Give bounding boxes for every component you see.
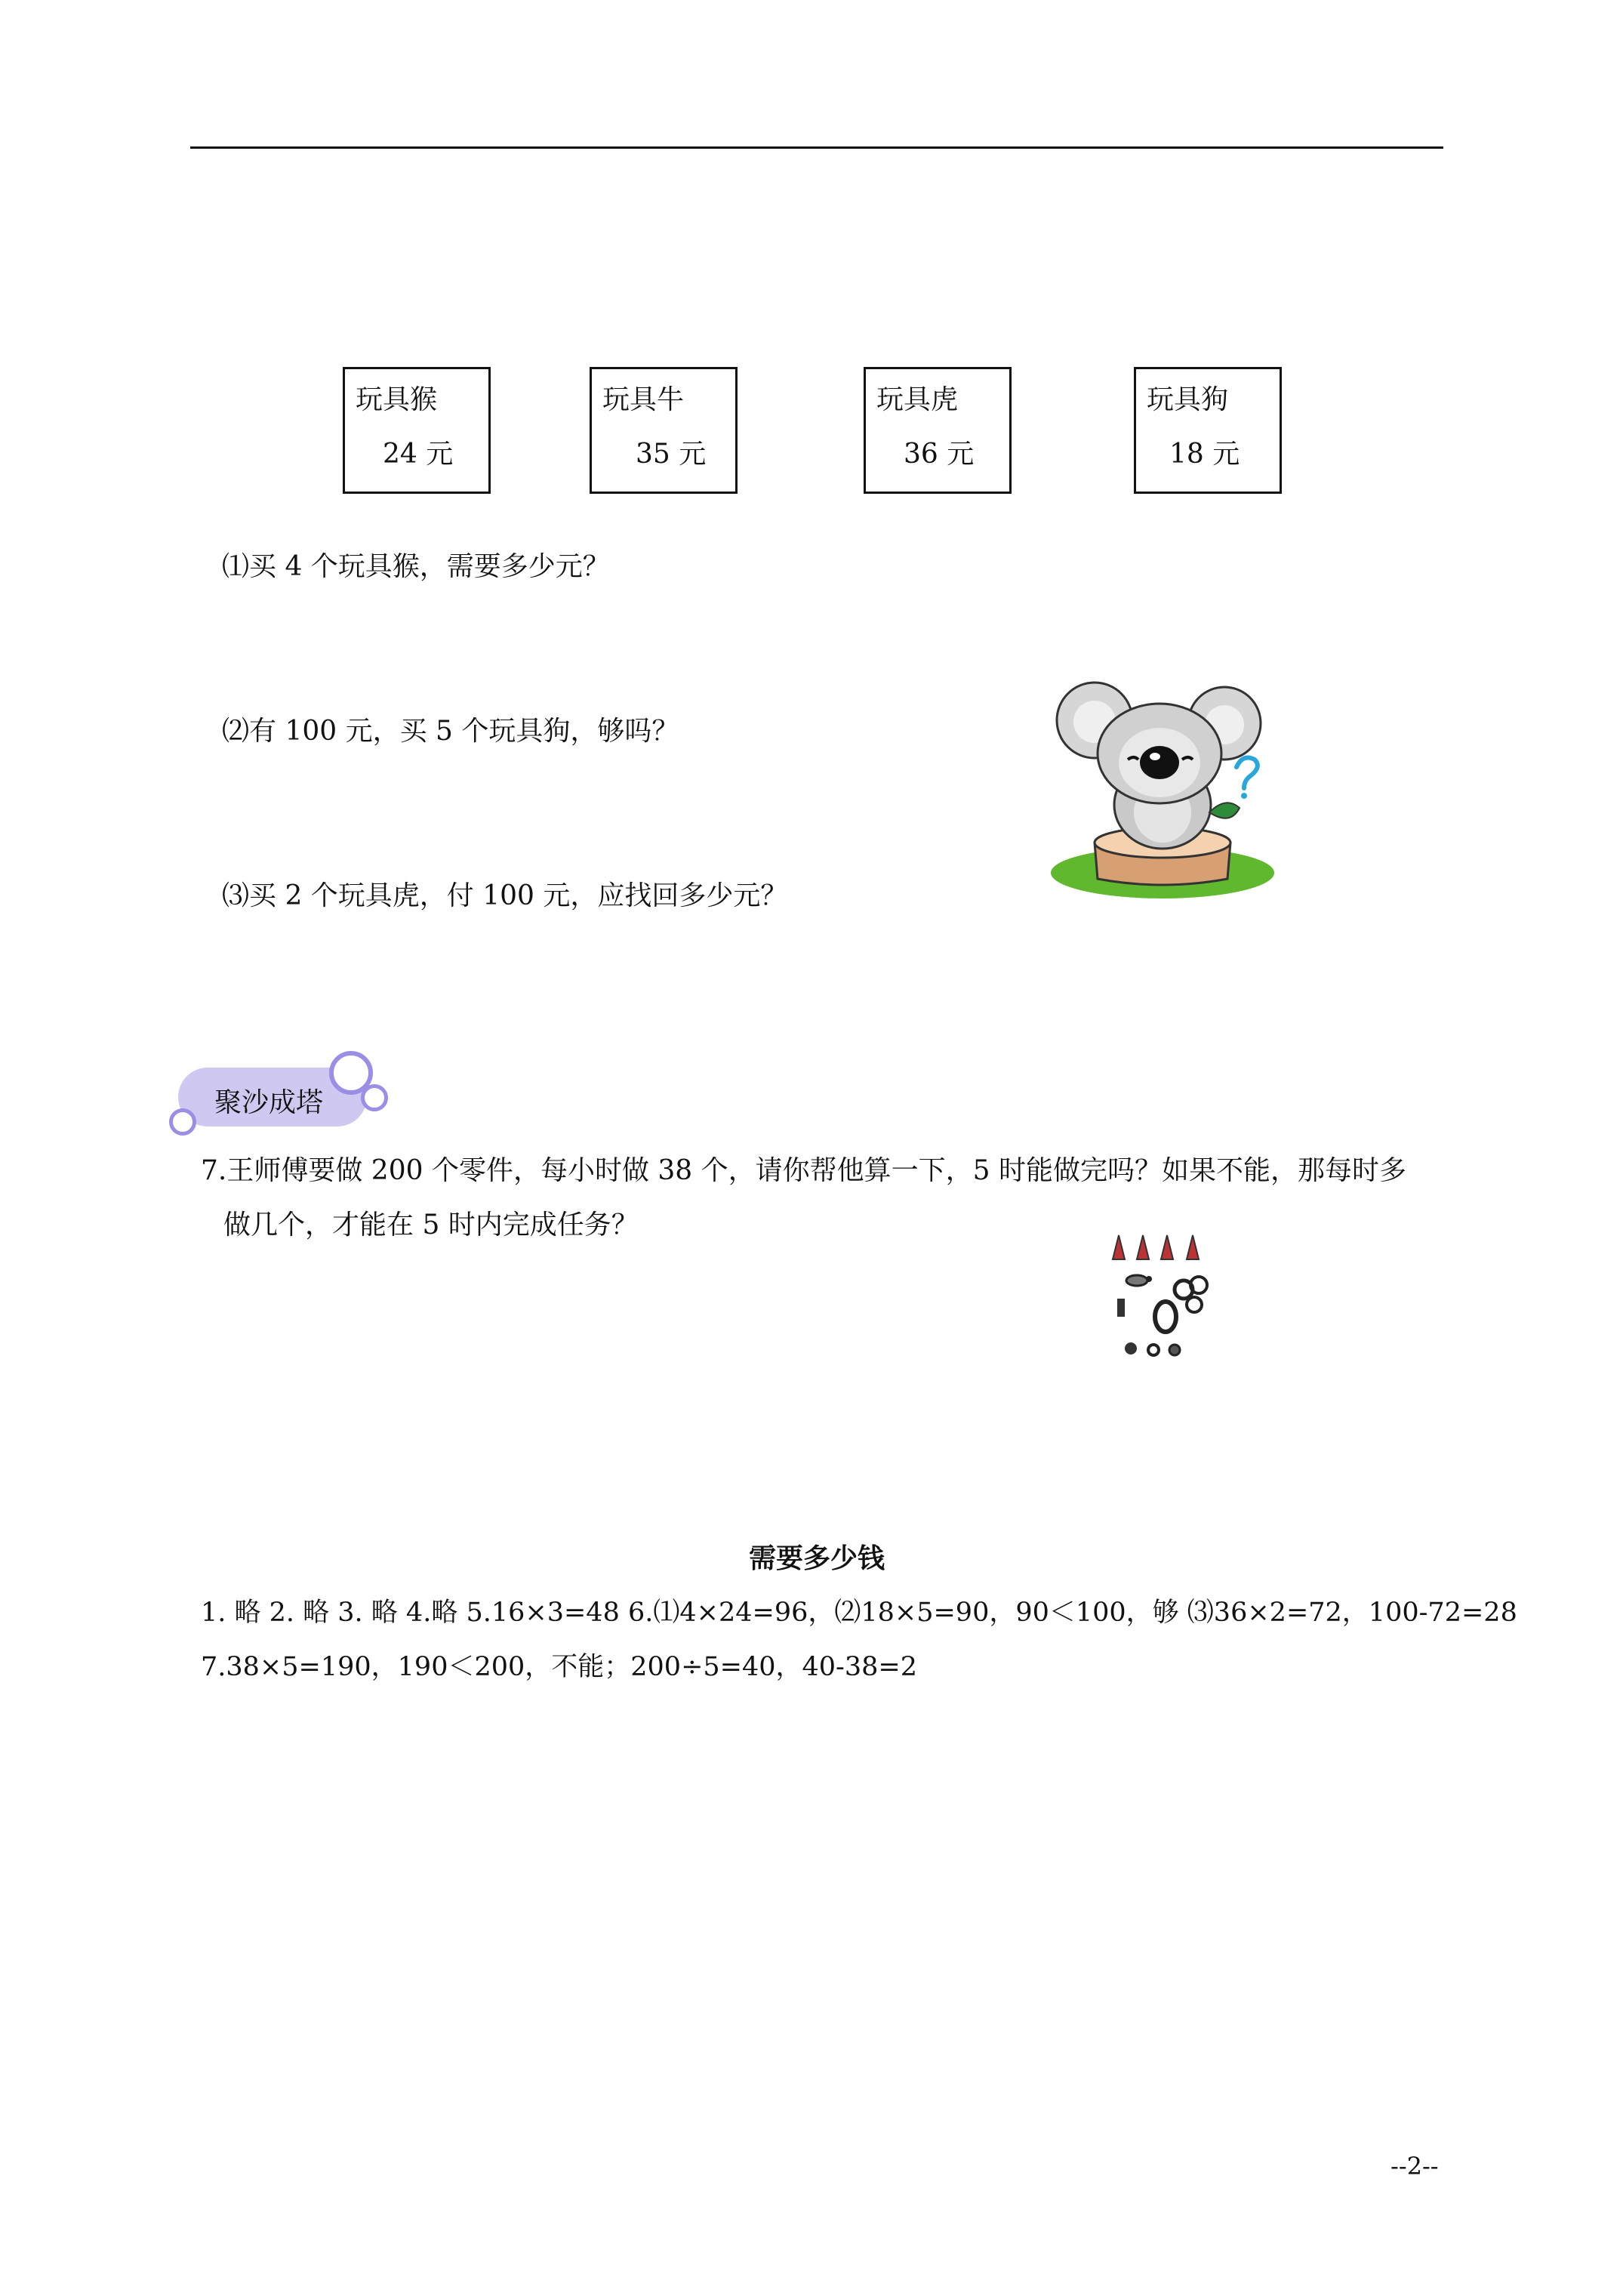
toy-name: 玩具狗 (1147, 384, 1229, 415)
question-2: ⑵有 100 元，买 5 个玩具狗，够吗？ (222, 716, 679, 747)
price-box-ox (590, 367, 738, 494)
toy-name: 玩具牛 (602, 384, 685, 415)
price-box-dog (1134, 367, 1282, 494)
page-number: --2-- (1390, 2152, 1439, 2180)
problem-7-line-1: 7.王师傅要做 200 个零件，每小时做 38 个，请你帮他算一下，5 时能做完吗？如果不能，那每时多 (201, 1155, 1406, 1186)
question-1: ⑴买 4 个玩具猴，需要多少元？ (222, 551, 610, 582)
price-box-monkey (343, 367, 491, 494)
badge-circle-left (169, 1108, 196, 1136)
machine-parts-illustration (1105, 1226, 1226, 1367)
toy-price: 24 元 (383, 439, 454, 470)
koala-illustration (1049, 678, 1276, 901)
toy-name: 玩具猴 (356, 384, 438, 415)
toy-price: 36 元 (904, 439, 975, 470)
answers-title: 需要多少钱 (749, 1542, 885, 1574)
price-box-tiger (864, 367, 1012, 494)
question-3: ⑶买 2 个玩具虎，付 100 元，应找回多少元？ (222, 880, 788, 911)
badge-circle-right (361, 1084, 388, 1111)
answers-line-1: 1. 略 2. 略 3. 略 4.略 5.16×3=48 6.⑴4×24=96，⑵18×5=90，90＜100，够 ⑶36×2=72，100-72=28 (201, 1598, 1517, 1628)
problem-7-line-2: 做几个，才能在 5 时内完成任务？ (223, 1210, 639, 1240)
toy-name: 玩具虎 (876, 384, 959, 415)
toy-price: 35 元 (636, 439, 707, 470)
answers-line-2: 7.38×5=190，190＜200，不能；200÷5=40，40-38=2 (201, 1652, 918, 1682)
section-title: 聚沙成塔 (214, 1087, 324, 1118)
toy-price: 18 元 (1169, 439, 1240, 470)
header-rule (190, 146, 1443, 149)
section-badge (168, 1051, 394, 1142)
